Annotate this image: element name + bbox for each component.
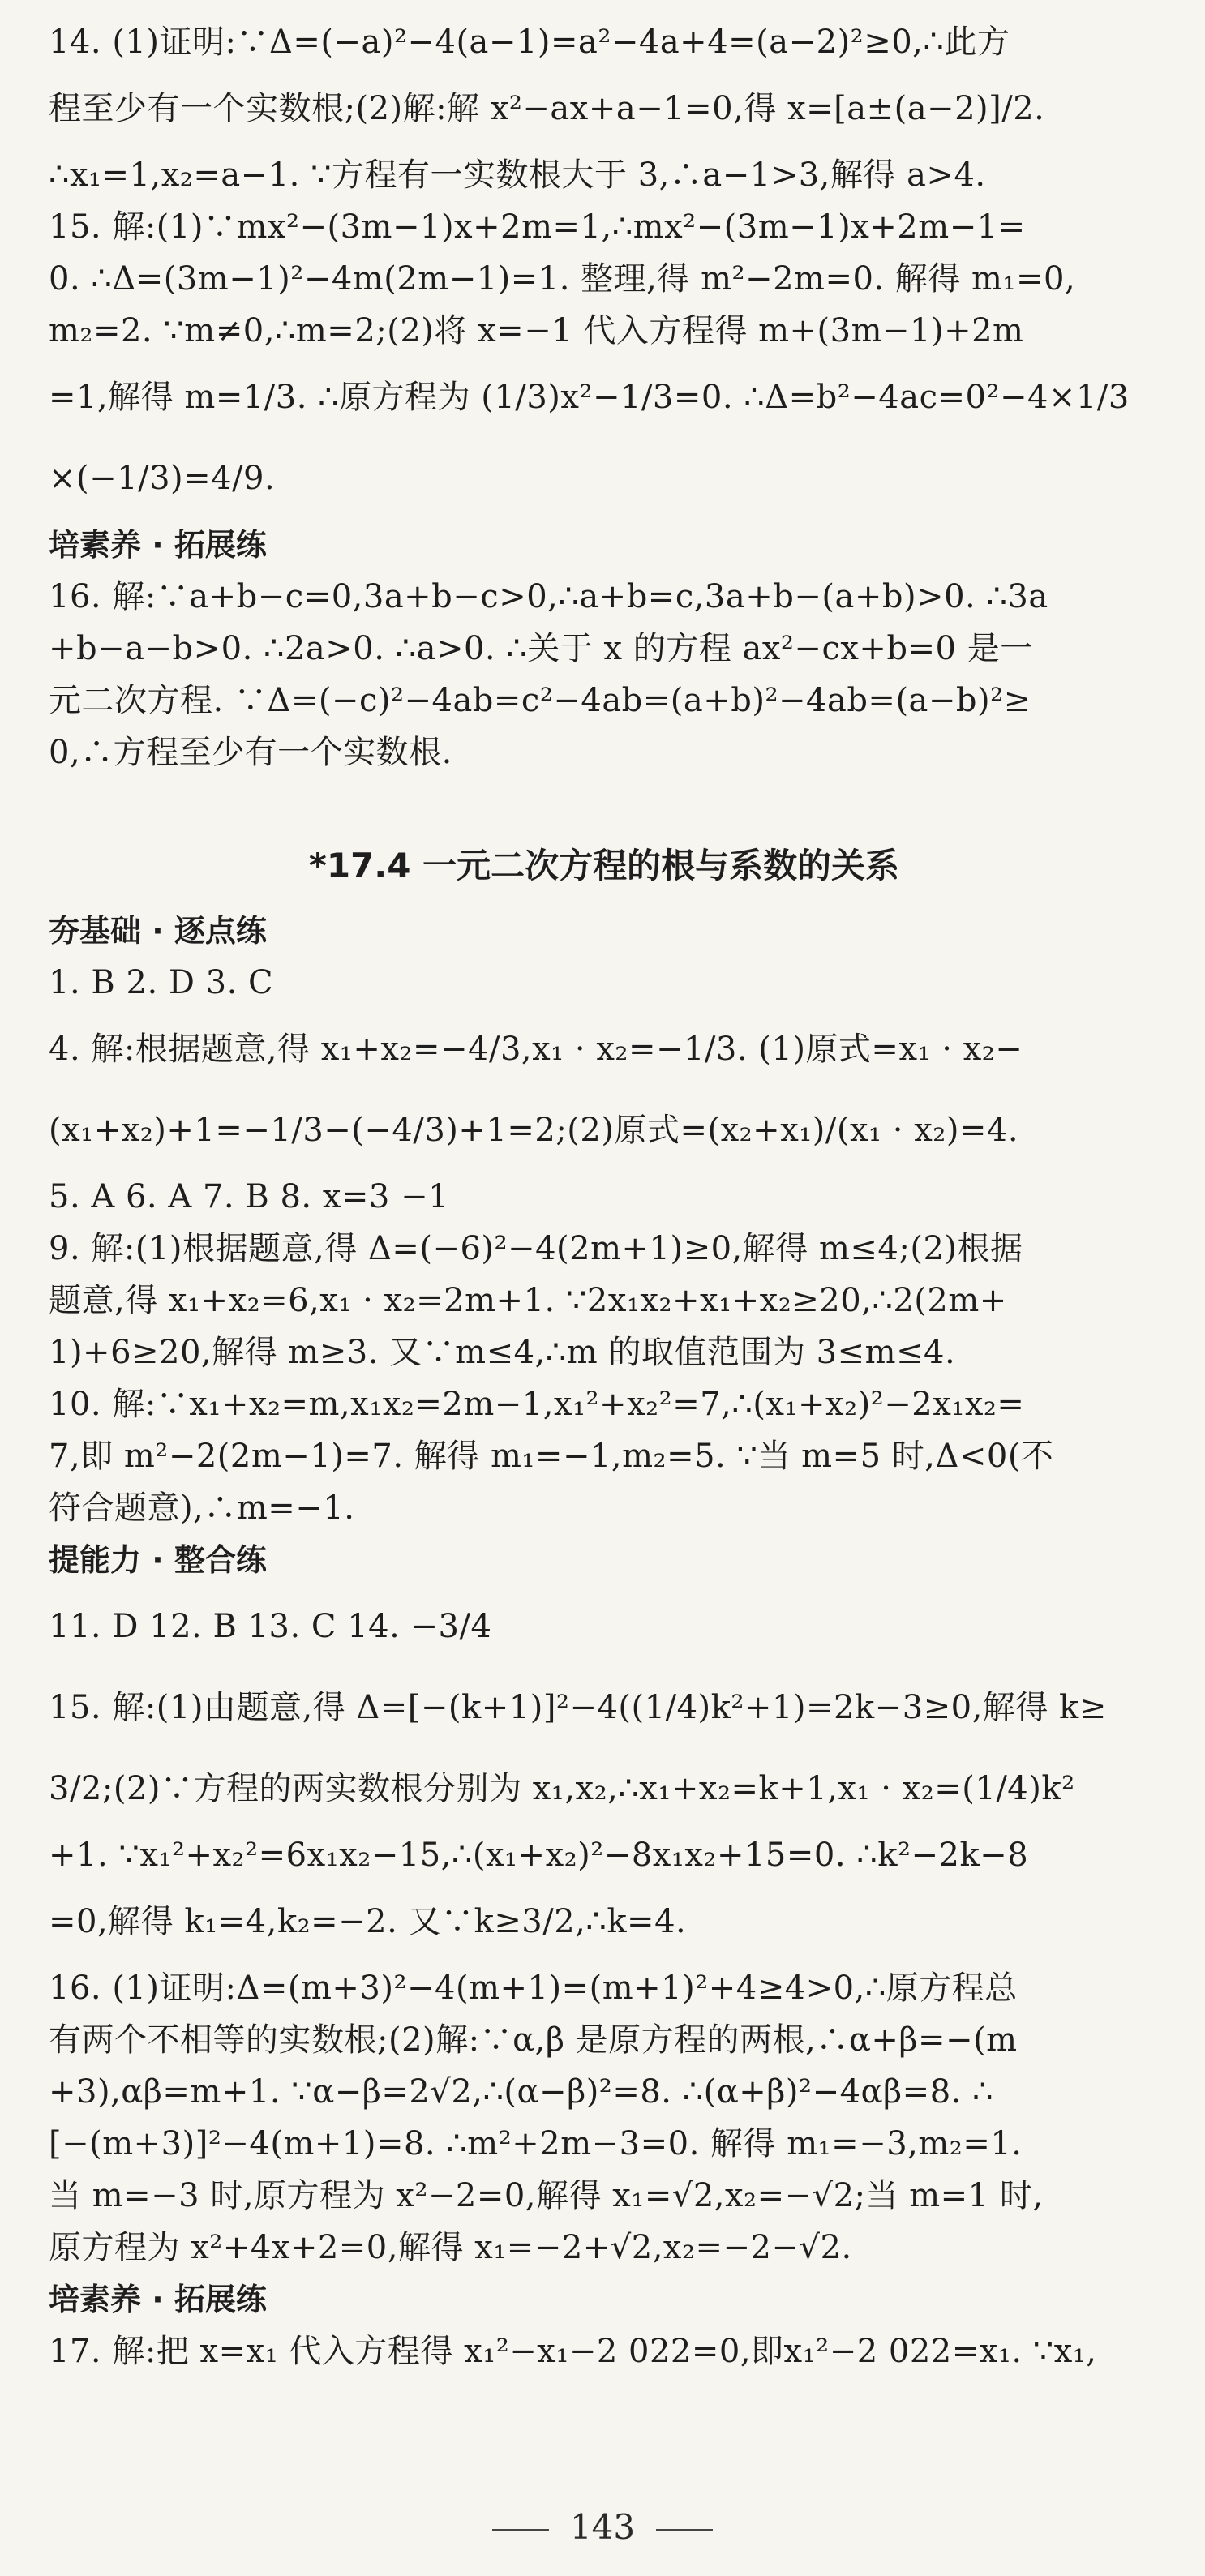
block-top	[49, 16, 1160, 519]
text-line: 程至少有一个实数根;(2)解:解 x²−ax+a−1=0,得 x=[a±(a−2)]/2.	[49, 90, 1045, 127]
text-line: ∴x₁=1,x₂=a−1. ∵方程有一实数根大于 3,∴a−1>3,解得 a>4.	[49, 156, 986, 194]
section-heading: 培素养 · 拓展练	[49, 527, 267, 563]
text-line: 元二次方程. ∵Δ=(−c)²−4ab=c²−4ab=(a+b)²−4ab=(a−b)²≥	[49, 682, 1031, 719]
text-line: +b−a−b>0. ∴2a>0. ∴a>0. ∴关于 x 的方程 ax²−cx+b=0 是一	[49, 630, 1033, 667]
text-line: 有两个不相等的实数根;(2)解:∵α,β 是原方程的两根,∴α+β=−(m	[49, 2021, 1018, 2059]
answer-page	[49, 16, 1160, 2377]
text-line: 15. 解:(1)∵mx²−(3m−1)x+2m=1,∴mx²−(3m−1)x+2m−1=	[49, 208, 1026, 246]
page-footer	[0, 2507, 1205, 2547]
text-line: 当 m=−3 时,原方程为 x²−2=0,解得 x₁=√2,x₂=−√2;当 m=1 时,	[49, 2177, 1044, 2214]
text-line: 符合题意),∴m=−1.	[49, 1489, 355, 1527]
text-line: +1. ∵x₁²+x₂²=6x₁x₂−15,∴(x₁+x₂)²−8x₁x₂+15=0. ∴k²−2k−8	[49, 1837, 1029, 1874]
text-line: =0,解得 k₁=4,k₂=−2. 又∵k≥3/2,∴k=4.	[49, 1903, 687, 1940]
footer-dash-right	[656, 2529, 713, 2531]
text-line: 0,∴方程至少有一个实数根.	[49, 734, 452, 771]
text-line: 原方程为 x²+4x+2=0,解得 x₁=−2+√2,x₂=−2−√2.	[49, 2229, 852, 2266]
text-line: 11. D 12. B 13. C 14. −3/4	[49, 1608, 492, 1645]
text-line: 14. (1)证明:∵Δ=(−a)²−4(a−1)=a²−4a+4=(a−2)²≥0,∴此方	[49, 24, 1010, 61]
section-heading: 提能力 · 整合练	[49, 1542, 267, 1578]
text-line: 15. 解:(1)由题意,得 Δ=[−(k+1)]²−4((1/4)k²+1)=2k−3≥0,解得 k≥	[49, 1689, 1107, 1726]
text-line: 5. A 6. A 7. B 8. x=3 −1	[49, 1178, 450, 1215]
section-heading: 培素养 · 拓展练	[49, 2282, 267, 2317]
block-b	[49, 957, 1160, 1534]
text-line: 1. B 2. D 3. C	[49, 964, 274, 1001]
text-line: [−(m+3)]²−4(m+1)=8. ∴m²+2m−3=0. 解得 m₁=−3,m₂=1.	[49, 2125, 1023, 2162]
text-line: 7,即 m²−2(2m−1)=7. 解得 m₁=−1,m₂=5. ∵当 m=5 时,Δ<0(不	[49, 1438, 1054, 1475]
text-line: 4. 解:根据题意,得 x₁+x₂=−4/3,x₁ · x₂=−1/3. (1)原式=x₁ · x₂−	[49, 1031, 1023, 1068]
text-line: 3/2;(2)∵方程的两实数根分别为 x₁,x₂,∴x₁+x₂=k+1,x₁ · x₂=(1/4)k²	[49, 1770, 1075, 1807]
text-line: 1)+6≥20,解得 m≥3. 又∵m≤4,∴m 的取值范围为 3≤m≤4.	[49, 1334, 956, 1371]
block-a	[49, 571, 1160, 778]
chapter-title: *17.4 一元二次方程的根与系数的关系	[308, 846, 900, 885]
text-line: +3),αβ=m+1. ∵α−β=2√2,∴(α−β)²=8. ∴(α+β)²−4αβ=8. ∴	[49, 2073, 994, 2111]
text-line: =1,解得 m=1/3. ∴原方程为 (1/3)x²−1/3=0. ∴Δ=b²−4ac=0²−4×1/3	[49, 379, 1130, 416]
text-line: 16. (1)证明:Δ=(m+3)²−4(m+1)=(m+1)²+4≥4>0,∴原方程总	[49, 1970, 1018, 2007]
text-line: ×(−1/3)=4/9.	[49, 460, 276, 497]
text-line: 17. 解:把 x=x₁ 代入方程得 x₁²−x₁−2 022=0,即x₁²−2 022=x₁. ∵x₁,	[49, 2333, 1097, 2370]
text-line: 0. ∴Δ=(3m−1)²−4m(2m−1)=1. 整理,得 m²−2m=0. 解得 m₁=0,	[49, 260, 1076, 298]
page-number: 143	[569, 2507, 636, 2547]
section-heading: 夯基础 · 逐点练	[49, 913, 267, 949]
text-line: 10. 解:∵x₁+x₂=m,x₁x₂=2m−1,x₁²+x₂²=7,∴(x₁+x₂)²−2x₁x₂=	[49, 1386, 1025, 1423]
text-line: (x₁+x₂)+1=−1/3−(−4/3)+1=2;(2)原式=(x₂+x₁)/(x₁ · x₂)=4.	[49, 1112, 1019, 1149]
block-c	[49, 1586, 1160, 2274]
block-d	[49, 2325, 1160, 2377]
text-line: 题意,得 x₁+x₂=6,x₁ · x₂=2m+1. ∵2x₁x₂+x₁+x₂≥20,∴2(2m+	[49, 1282, 1007, 1319]
text-line: 16. 解:∵a+b−c=0,3a+b−c>0,∴a+b=c,3a+b−(a+b)>0. ∴3a	[49, 578, 1048, 615]
text-line: m₂=2. ∵m≠0,∴m=2;(2)将 x=−1 代入方程得 m+(3m−1)+2m	[49, 312, 1024, 349]
footer-dash-left	[492, 2529, 549, 2531]
text-line: 9. 解:(1)根据题意,得 Δ=(−6)²−4(2m+1)≥0,解得 m≤4;(2)根据	[49, 1230, 1023, 1267]
